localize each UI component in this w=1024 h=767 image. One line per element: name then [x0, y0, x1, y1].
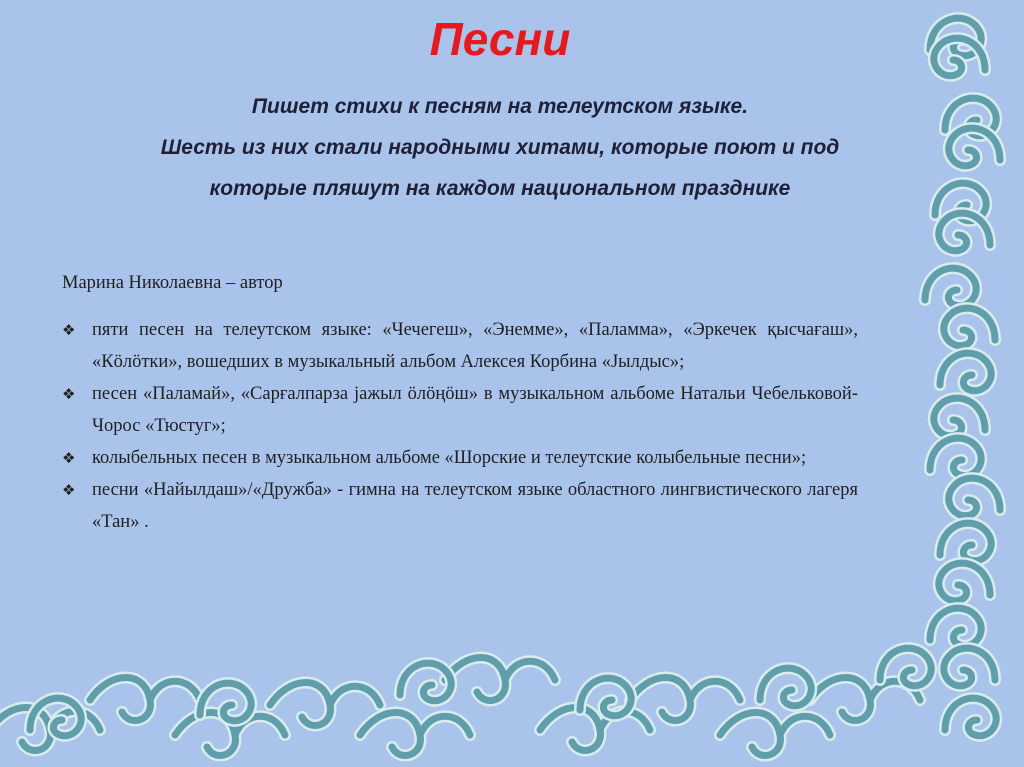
song-list — [62, 314, 858, 538]
slide-title: Песни — [429, 13, 571, 65]
slide-subtitle — [60, 86, 940, 209]
list-item — [62, 474, 858, 538]
list-item-text: песен «Паламай», «Сарғалпарза јажыл ӧлӧңӧш» в музыкальном альбоме Натальи Чебельковой-Чорос «Тюстуг»; — [92, 384, 858, 436]
diamond-bullet-icon: ❖ — [62, 449, 76, 467]
diamond-bullet-icon: ❖ — [62, 481, 76, 499]
diamond-bullet-icon: ❖ — [62, 385, 76, 403]
list-item-text: песни «Найылдаш»/«Дружба» - гимна на телеутском языке областного лингвистического лагеря «Тан» . — [92, 480, 858, 532]
bottom-ornament-band — [0, 648, 931, 755]
author-line: Марина Николаевна – автор — [62, 273, 283, 293]
list-item — [62, 442, 858, 474]
list-item-text: пяти песен на телеутском языке: «Чечегеш», «Энемме», «Паламма», «Эркечек қысчағаш», «Кӧлӧтки», вошедших в музыкальный альбом Алексея Корбина «Јылдыс»; — [92, 320, 858, 372]
list-item-text: колыбельных песен в музыкальном альбоме «Шорские и телеутские колыбельные песни»; — [92, 448, 807, 468]
list-item — [62, 314, 858, 378]
subtitle-line: Шесть из них стали народными хитами, которые поют и под — [160, 136, 840, 159]
slide-body — [62, 270, 858, 538]
list-item — [62, 378, 858, 442]
subtitle-line: которые пляшут на каждом национальном празднике — [209, 177, 791, 200]
subtitle-line: Пишет стихи к песням на телеутском языке. — [251, 95, 749, 118]
diamond-bullet-icon: ❖ — [62, 321, 76, 339]
